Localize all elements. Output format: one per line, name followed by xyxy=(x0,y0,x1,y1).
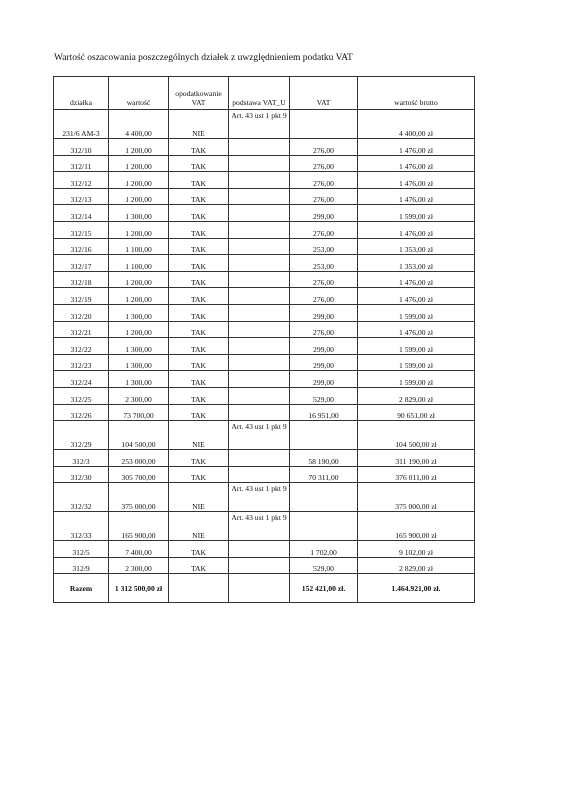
table-row xyxy=(54,450,475,467)
cell-opodatkowanie: TAK xyxy=(169,321,229,338)
cell-brutto: 376 011,00 zł xyxy=(358,466,475,483)
cell-podstawa xyxy=(229,404,290,421)
cell-podstawa xyxy=(229,557,290,574)
cell-wartosc: 1 200,00 xyxy=(109,288,169,305)
cell-podstawa xyxy=(229,466,290,483)
cell-brutto: 1 476,00 zł xyxy=(358,139,475,156)
cell-wartosc: 305 700,00 xyxy=(109,466,169,483)
cell-dzialka: 312/3 xyxy=(54,450,109,467)
cell-opodatkowanie: TAK xyxy=(169,271,229,288)
cell-wartosc: 375 000,00 xyxy=(109,483,169,512)
table-row xyxy=(54,205,475,222)
cell-brutto: 1 599,00 zł xyxy=(358,304,475,321)
cell-podstawa xyxy=(229,541,290,558)
cell-opodatkowanie: TAK xyxy=(169,238,229,255)
cell-opodatkowanie: TAK xyxy=(169,172,229,189)
table-row xyxy=(54,404,475,421)
cell-opodatkowanie: TAK xyxy=(169,541,229,558)
column-header-brutto: wartość brutto xyxy=(358,77,475,110)
cell-opodatkowanie: TAK xyxy=(169,205,229,222)
cell-dzialka: 312/24 xyxy=(54,371,109,388)
cell-vat xyxy=(290,512,358,541)
cell-dzialka: 312/23 xyxy=(54,354,109,371)
table-row xyxy=(54,110,475,139)
total-wartosc: 1 312 500,00 zł xyxy=(109,574,169,603)
column-header-dzialka: działka xyxy=(54,77,109,110)
cell-brutto: 1 476,00 zł xyxy=(358,321,475,338)
cell-vat: 253,00 xyxy=(290,238,358,255)
cell-dzialka: 312/14 xyxy=(54,205,109,222)
cell-opodatkowanie: TAK xyxy=(169,371,229,388)
cell-dzialka: 231/6 AM-3 xyxy=(54,110,109,139)
table-row xyxy=(54,221,475,238)
total-row xyxy=(54,574,475,603)
total-podstawa xyxy=(229,574,290,603)
cell-brutto: 165 900,00 zł xyxy=(358,512,475,541)
cell-brutto: 1 476,00 zł xyxy=(358,288,475,305)
table-row xyxy=(54,271,475,288)
cell-vat: 276,00 xyxy=(290,188,358,205)
cell-wartosc: 2 300,00 xyxy=(109,387,169,404)
cell-dzialka: 312/32 xyxy=(54,483,109,512)
cell-brutto: 4 400,00 zł xyxy=(358,110,475,139)
cell-vat: 70 311,00 xyxy=(290,466,358,483)
cell-wartosc: 1 300,00 xyxy=(109,371,169,388)
cell-opodatkowanie: NIE xyxy=(169,512,229,541)
cell-opodatkowanie: TAK xyxy=(169,155,229,172)
cell-podstawa xyxy=(229,387,290,404)
cell-opodatkowanie: TAK xyxy=(169,139,229,156)
cell-wartosc: 1 100,00 xyxy=(109,238,169,255)
cell-podstawa: Art. 43 ust 1 pkt 9 xyxy=(229,421,290,450)
cell-opodatkowanie: TAK xyxy=(169,288,229,305)
cell-opodatkowanie: TAK xyxy=(169,354,229,371)
column-header-opodatkowanie: opodatkowanie VAT xyxy=(169,77,229,110)
table-row xyxy=(54,354,475,371)
cell-wartosc: 1 300,00 xyxy=(109,338,169,355)
cell-dzialka: 312/10 xyxy=(54,139,109,156)
cell-brutto: 1 476,00 zł xyxy=(358,172,475,189)
cell-opodatkowanie: TAK xyxy=(169,338,229,355)
cell-wartosc: 7 400,00 xyxy=(109,541,169,558)
cell-podstawa xyxy=(229,238,290,255)
table-row xyxy=(54,483,475,512)
cell-podstawa xyxy=(229,450,290,467)
cell-wartosc: 1 300,00 xyxy=(109,354,169,371)
table-row xyxy=(54,371,475,388)
cell-vat: 299,00 xyxy=(290,338,358,355)
cell-podstawa xyxy=(229,371,290,388)
cell-wartosc: 1 200,00 xyxy=(109,321,169,338)
cell-vat: 299,00 xyxy=(290,205,358,222)
cell-brutto: 1 476,00 zł xyxy=(358,221,475,238)
table-row xyxy=(54,238,475,255)
total-vat: 152 421,00 zł. xyxy=(290,574,358,603)
cell-vat: 276,00 xyxy=(290,321,358,338)
cell-dzialka: 312/15 xyxy=(54,221,109,238)
table-row xyxy=(54,304,475,321)
cell-vat: 16 951,00 xyxy=(290,404,358,421)
cell-podstawa xyxy=(229,172,290,189)
cell-vat: 276,00 xyxy=(290,271,358,288)
cell-opodatkowanie: TAK xyxy=(169,450,229,467)
cell-wartosc: 1 200,00 xyxy=(109,172,169,189)
cell-dzialka: 312/11 xyxy=(54,155,109,172)
cell-wartosc: 104 500,00 xyxy=(109,421,169,450)
cell-opodatkowanie: TAK xyxy=(169,221,229,238)
cell-vat: 276,00 xyxy=(290,155,358,172)
cell-brutto: 1 599,00 zł xyxy=(358,205,475,222)
cell-vat: 253,00 xyxy=(290,255,358,272)
cell-vat: 276,00 xyxy=(290,139,358,156)
cell-wartosc: 1 200,00 xyxy=(109,271,169,288)
cell-brutto: 1 476,00 zł xyxy=(358,155,475,172)
table-row xyxy=(54,321,475,338)
cell-dzialka: 312/21 xyxy=(54,321,109,338)
table-row xyxy=(54,557,475,574)
table-row xyxy=(54,387,475,404)
cell-brutto: 2 829,00 zł xyxy=(358,557,475,574)
cell-podstawa: Art. 43 ust 1 pkt 9 xyxy=(229,512,290,541)
cell-dzialka: 312/16 xyxy=(54,238,109,255)
cell-podstawa: Art. 43 ust 1 pkt 9 xyxy=(229,483,290,512)
cell-opodatkowanie: TAK xyxy=(169,304,229,321)
cell-dzialka: 312/22 xyxy=(54,338,109,355)
table-row xyxy=(54,541,475,558)
cell-dzialka: 312/17 xyxy=(54,255,109,272)
table-row xyxy=(54,255,475,272)
table-row xyxy=(54,512,475,541)
cell-brutto: 1 599,00 zł xyxy=(358,371,475,388)
table-header-row xyxy=(54,77,475,110)
column-header-podstawa: podstawa VAT_U xyxy=(229,77,290,110)
cell-wartosc: 1 200,00 xyxy=(109,139,169,156)
cell-opodatkowanie: NIE xyxy=(169,421,229,450)
total-label: Razem xyxy=(54,574,109,603)
cell-podstawa xyxy=(229,155,290,172)
cell-dzialka: 312/29 xyxy=(54,421,109,450)
cell-dzialka: 312/5 xyxy=(54,541,109,558)
cell-wartosc: 1 200,00 xyxy=(109,188,169,205)
cell-podstawa xyxy=(229,321,290,338)
cell-dzialka: 312/19 xyxy=(54,288,109,305)
cell-vat xyxy=(290,483,358,512)
cell-vat: 299,00 xyxy=(290,371,358,388)
cell-dzialka: 312/18 xyxy=(54,271,109,288)
cell-podstawa xyxy=(229,304,290,321)
cell-podstawa xyxy=(229,338,290,355)
cell-dzialka: 312/9 xyxy=(54,557,109,574)
cell-vat xyxy=(290,110,358,139)
table-row xyxy=(54,139,475,156)
cell-wartosc: 165 900,00 xyxy=(109,512,169,541)
cell-brutto: 1 353,00 zł xyxy=(358,255,475,272)
cell-brutto: 375 000,00 zł xyxy=(358,483,475,512)
cell-dzialka: 312/26 xyxy=(54,404,109,421)
cell-vat: 276,00 xyxy=(290,221,358,238)
table-row xyxy=(54,466,475,483)
cell-wartosc: 1 200,00 xyxy=(109,155,169,172)
cell-wartosc: 2 300,00 xyxy=(109,557,169,574)
cell-vat: 1 702,00 xyxy=(290,541,358,558)
cell-vat: 58 190,00 xyxy=(290,450,358,467)
cell-vat: 276,00 xyxy=(290,172,358,189)
cell-brutto: 90 651,00 zł xyxy=(358,404,475,421)
cell-wartosc: 253 000,00 xyxy=(109,450,169,467)
table-row xyxy=(54,172,475,189)
document-title: Wartość oszacowania poszczególnych działek z uwzględnieniem podatku VAT xyxy=(54,53,353,63)
column-header-wartosc: wartość xyxy=(109,77,169,110)
cell-podstawa xyxy=(229,354,290,371)
total-opodatkowanie xyxy=(169,574,229,603)
column-header-vat: VAT xyxy=(290,77,358,110)
cell-vat xyxy=(290,421,358,450)
cell-brutto: 1 476,00 zł xyxy=(358,188,475,205)
cell-podstawa xyxy=(229,271,290,288)
cell-brutto: 1 599,00 zł xyxy=(358,338,475,355)
table-body xyxy=(54,110,475,574)
table-row xyxy=(54,188,475,205)
cell-podstawa: Art. 43 ust 1 pkt 9 xyxy=(229,110,290,139)
valuation-table xyxy=(53,76,475,603)
cell-brutto: 9 102,00 zł xyxy=(358,541,475,558)
cell-podstawa xyxy=(229,288,290,305)
cell-opodatkowanie: TAK xyxy=(169,404,229,421)
cell-opodatkowanie: TAK xyxy=(169,387,229,404)
cell-brutto: 311 190,00 zł xyxy=(358,450,475,467)
table-row xyxy=(54,155,475,172)
cell-dzialka: 312/30 xyxy=(54,466,109,483)
cell-opodatkowanie: TAK xyxy=(169,466,229,483)
cell-vat: 276,00 xyxy=(290,288,358,305)
cell-wartosc: 1 200,00 xyxy=(109,221,169,238)
cell-podstawa xyxy=(229,221,290,238)
cell-brutto: 1 476,00 zł xyxy=(358,271,475,288)
cell-opodatkowanie: TAK xyxy=(169,188,229,205)
total-brutto: 1.464.921,00 zł. xyxy=(358,574,475,603)
cell-opodatkowanie: TAK xyxy=(169,557,229,574)
cell-vat: 299,00 xyxy=(290,304,358,321)
cell-podstawa xyxy=(229,139,290,156)
cell-vat: 529,00 xyxy=(290,387,358,404)
cell-opodatkowanie: NIE xyxy=(169,483,229,512)
cell-podstawa xyxy=(229,188,290,205)
cell-vat: 529,00 xyxy=(290,557,358,574)
cell-vat: 299,00 xyxy=(290,354,358,371)
cell-dzialka: 312/25 xyxy=(54,387,109,404)
cell-brutto: 1 599,00 zł xyxy=(358,354,475,371)
cell-dzialka: 312/33 xyxy=(54,512,109,541)
cell-wartosc: 4 400,00 xyxy=(109,110,169,139)
cell-dzialka: 312/12 xyxy=(54,172,109,189)
cell-brutto: 2 829,00 zł xyxy=(358,387,475,404)
table-row xyxy=(54,421,475,450)
cell-wartosc: 1 100,00 xyxy=(109,255,169,272)
cell-wartosc: 1 300,00 xyxy=(109,205,169,222)
cell-podstawa xyxy=(229,255,290,272)
cell-dzialka: 312/13 xyxy=(54,188,109,205)
cell-opodatkowanie: NIE xyxy=(169,110,229,139)
cell-wartosc: 73 700,00 xyxy=(109,404,169,421)
table-row xyxy=(54,338,475,355)
cell-dzialka: 312/20 xyxy=(54,304,109,321)
cell-brutto: 1 353,00 zł xyxy=(358,238,475,255)
table-row xyxy=(54,288,475,305)
cell-wartosc: 1 300,00 xyxy=(109,304,169,321)
cell-brutto: 104 500,00 zł xyxy=(358,421,475,450)
cell-podstawa xyxy=(229,205,290,222)
cell-opodatkowanie: TAK xyxy=(169,255,229,272)
